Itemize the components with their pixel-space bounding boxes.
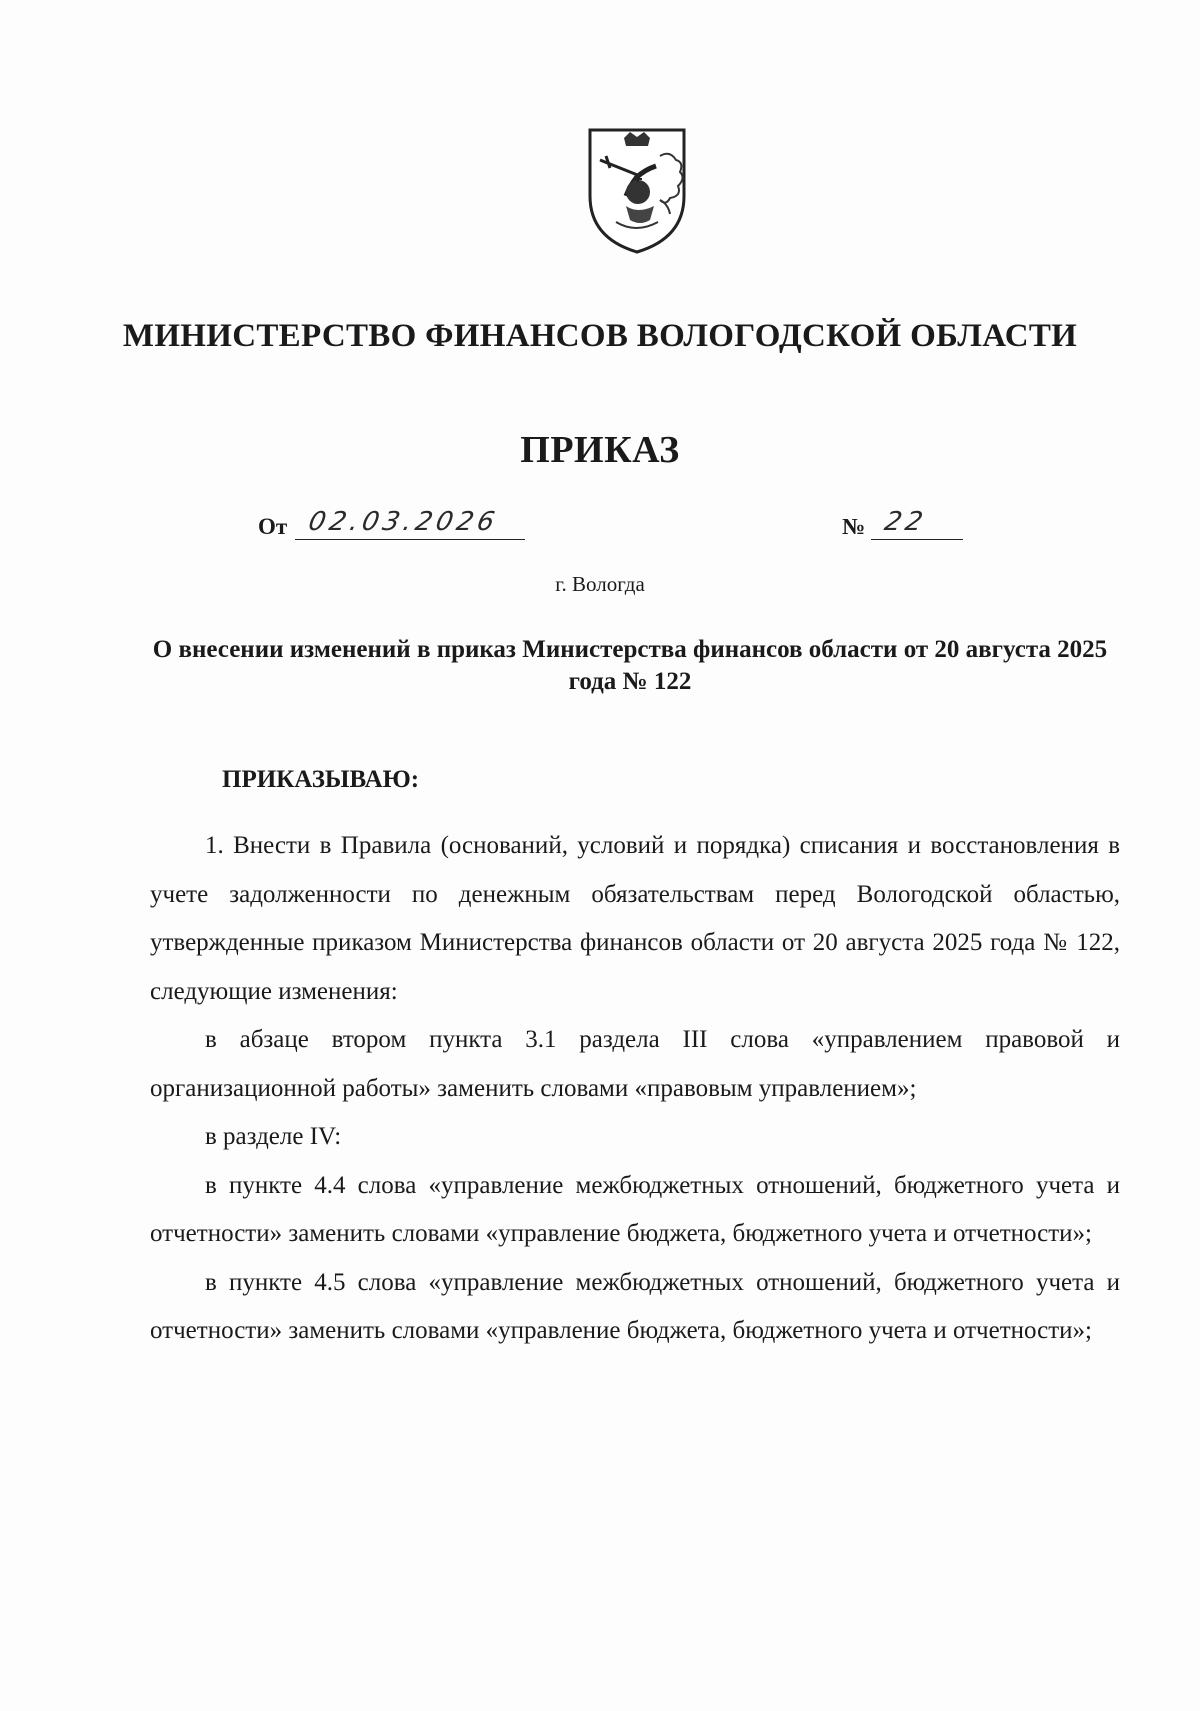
date-value: 02.03.2026 bbox=[306, 507, 502, 537]
body-paragraph: в пункте 4.5 слова «управление межбюджетных отношений, бюджетного учета и отчетности» заменить словами «управление бюджета, бюджетного учета и отчетности»; bbox=[150, 1268, 1120, 1344]
document-type-title: ПРИКАЗ bbox=[520, 429, 680, 471]
body-paragraph: 1. Внести в Правила (оснований, условий и порядка) списания и восстановления в учете задолженности по денежным обязательствам перед Вологодской областью, утвержденные приказом Министерства финансов области от 20 августа 2025 года № 122, следующие изменения: bbox=[150, 832, 1120, 1005]
date-underline bbox=[295, 505, 525, 540]
date-label: От bbox=[258, 514, 288, 539]
city-line: г. Вологда bbox=[555, 572, 645, 596]
body-paragraph: в абзаце втором пункта 3.1 раздела III слова «управлением правовой и организационной работы» заменить словами «правовым управлением»; bbox=[150, 1026, 1120, 1102]
document-subject: О внесении изменений в приказ Министерства финансов области от 20 августа 2025 года № 122 bbox=[152, 636, 1108, 695]
number-label: № bbox=[842, 514, 866, 539]
order-directive: ПРИКАЗЫВАЮ: bbox=[222, 766, 420, 793]
body-paragraph: в пункте 4.4 слова «управление межбюджетных отношений, бюджетного учета и отчетности» заменить словами «управление бюджета, бюджетного учета и отчетности»; bbox=[150, 1171, 1120, 1247]
coat-of-arms-icon bbox=[586, 126, 688, 256]
date-field bbox=[258, 505, 525, 540]
number-underline bbox=[871, 505, 963, 540]
number-field bbox=[842, 505, 963, 540]
ministry-name: МИНИСТЕРСТВО ФИНАНСОВ ВОЛОГОДСКОЙ ОБЛАСТИ bbox=[122, 318, 1078, 354]
body-paragraph: в разделе IV: bbox=[205, 1123, 342, 1150]
document-body bbox=[150, 822, 1120, 1356]
number-value: 22 bbox=[881, 507, 930, 537]
